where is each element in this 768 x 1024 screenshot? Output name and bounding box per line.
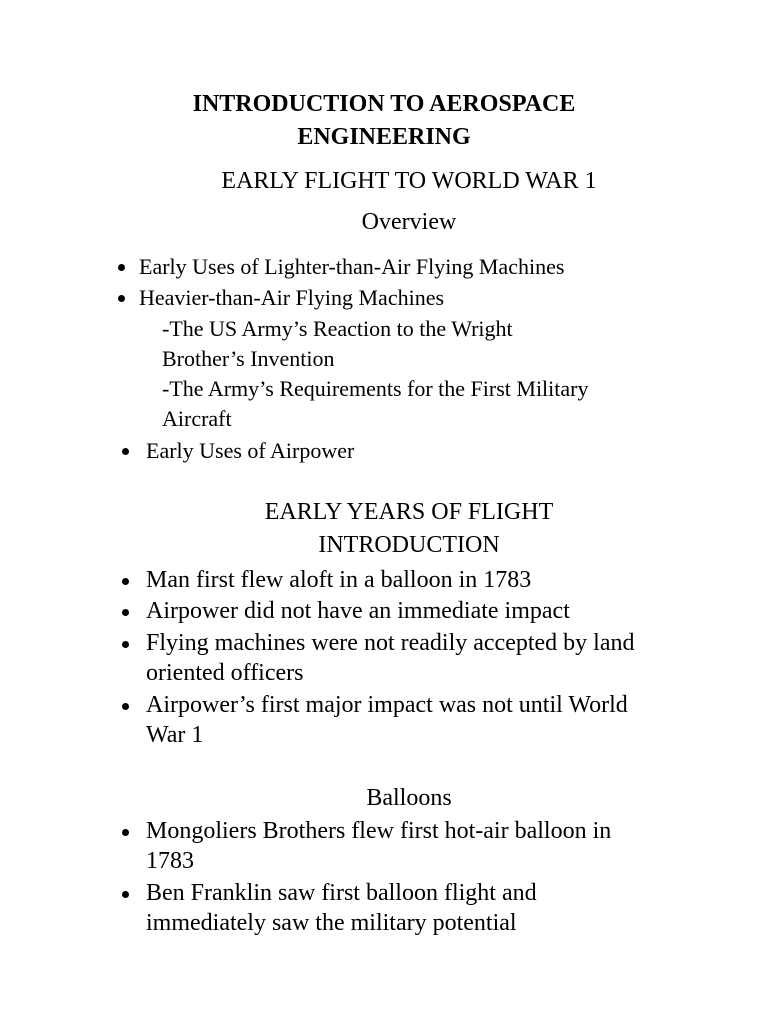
balloons-heading: Balloons	[366, 785, 452, 811]
bullet-icon	[122, 448, 129, 455]
overview-subitem: Brother’s Invention	[162, 346, 335, 371]
balloons-item: Ben Franklin saw first balloon flight and	[146, 880, 537, 906]
early-years-heading-line-2: INTRODUCTION	[318, 532, 500, 558]
early-years-item: Man first flew aloft in a balloon in 1783	[146, 567, 532, 593]
bullet-icon	[122, 578, 129, 585]
bullet-icon	[118, 295, 125, 302]
early-years-item-continuation: oriented officers	[146, 660, 304, 686]
bullet-icon	[122, 703, 129, 710]
document-title-line-2: ENGINEERING	[297, 124, 471, 150]
overview-heading: Overview	[361, 209, 457, 235]
bullet-icon	[122, 829, 129, 836]
bullet-icon	[118, 264, 125, 271]
balloons-item-continuation: immediately saw the military potential	[146, 910, 517, 936]
bullet-icon	[122, 891, 129, 898]
balloons-item-continuation: 1783	[146, 848, 194, 874]
document-subtitle: EARLY FLIGHT TO WORLD WAR 1	[221, 168, 597, 194]
early-years-heading-line-1: EARLY YEARS OF FLIGHT	[264, 499, 554, 525]
balloons-item: Mongoliers Brothers flew first hot-air balloon in	[146, 818, 612, 844]
document-title-line-1: INTRODUCTION TO AEROSPACE	[192, 91, 576, 117]
overview-subitem: -The US Army’s Reaction to the Wright	[162, 316, 513, 341]
overview-subitem: Aircraft	[162, 406, 232, 431]
early-years-item-continuation: War 1	[146, 722, 204, 748]
overview-item: Heavier-than-Air Flying Machines	[139, 285, 445, 310]
overview-item: Early Uses of Airpower	[146, 438, 355, 463]
bullet-icon	[122, 609, 129, 616]
early-years-item: Airpower did not have an immediate impact	[146, 598, 570, 624]
overview-item: Early Uses of Lighter-than-Air Flying Machines	[139, 254, 565, 279]
early-years-item: Airpower’s first major impact was not until World	[146, 692, 628, 718]
overview-subitem: -The Army’s Requirements for the First Military	[162, 376, 589, 401]
early-years-item: Flying machines were not readily accepted by land	[146, 630, 635, 656]
bullet-icon	[122, 641, 129, 648]
